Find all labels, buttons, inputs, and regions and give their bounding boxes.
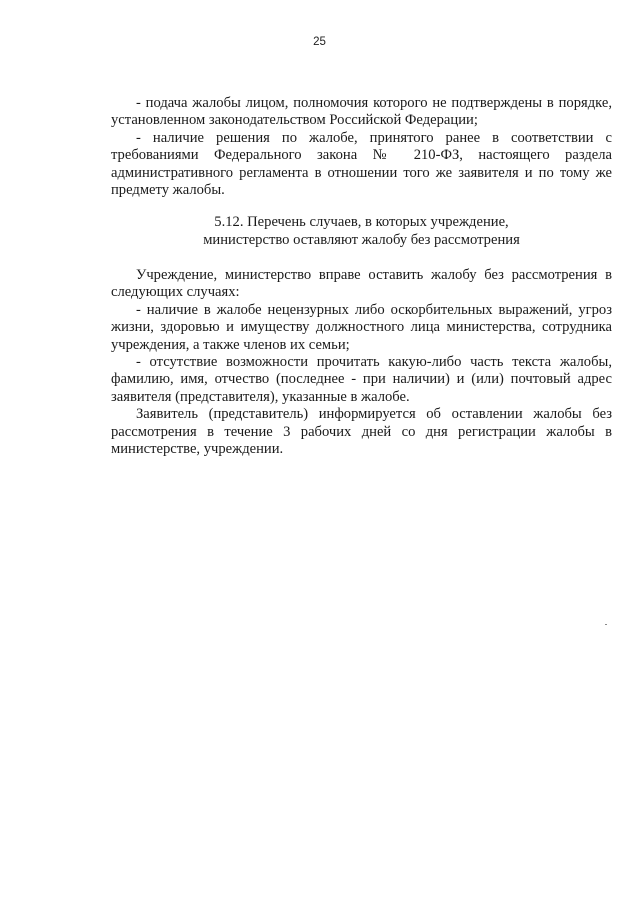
- paragraph-unreadable-text: - отсутствие возможности прочитать какую-либо часть текста жалобы, фамилию, имя, отчество (последнее - при наличии) и (или) почтовый адрес заявителя (представителя), указанные в жалобе.: [111, 354, 612, 405]
- paragraph-notification: Заявитель (представитель) информируется об оставлении жалобы без рассмотрения в течение 3 рабочих дней со дня регистрации жалобы в министерстве, учреждении.: [111, 406, 612, 458]
- top-paragraphs: [111, 95, 612, 199]
- section-heading-line-1: 5.12. Перечень случаев, в которых учреждение,: [214, 214, 509, 230]
- section-body: [111, 267, 612, 458]
- page-number: 25: [313, 36, 326, 48]
- section-heading: [111, 213, 612, 249]
- paragraph-intro: Учреждение, министерство вправе оставить жалобу без рассмотрения в следующих случаях:: [111, 267, 612, 301]
- scan-speck: [605, 624, 607, 625]
- section-heading-line-2: министерство оставляют жалобу без рассмотрения: [203, 232, 520, 248]
- paragraph-prior-decision: - наличие решения по жалобе, принятого ранее в соответствии с требованиями Федерального закона № 210-ФЗ, настоящего раздела административного регламента в отношении того же заявителя и по тому же предмету жалобы.: [111, 129, 612, 199]
- paragraph-obscene-language: - наличие в жалобе нецензурных либо оскорбительных выражений, угроз жизни, здоровью и имуществу должностного лица министерства, сотрудника учреждения, а также членов их семьи;: [111, 301, 612, 353]
- paragraph-unconfirmed-authority: - подача жалобы лицом, полномочия которого не подтверждены в порядке, установленном законодательством Российской Федерации;: [111, 95, 612, 129]
